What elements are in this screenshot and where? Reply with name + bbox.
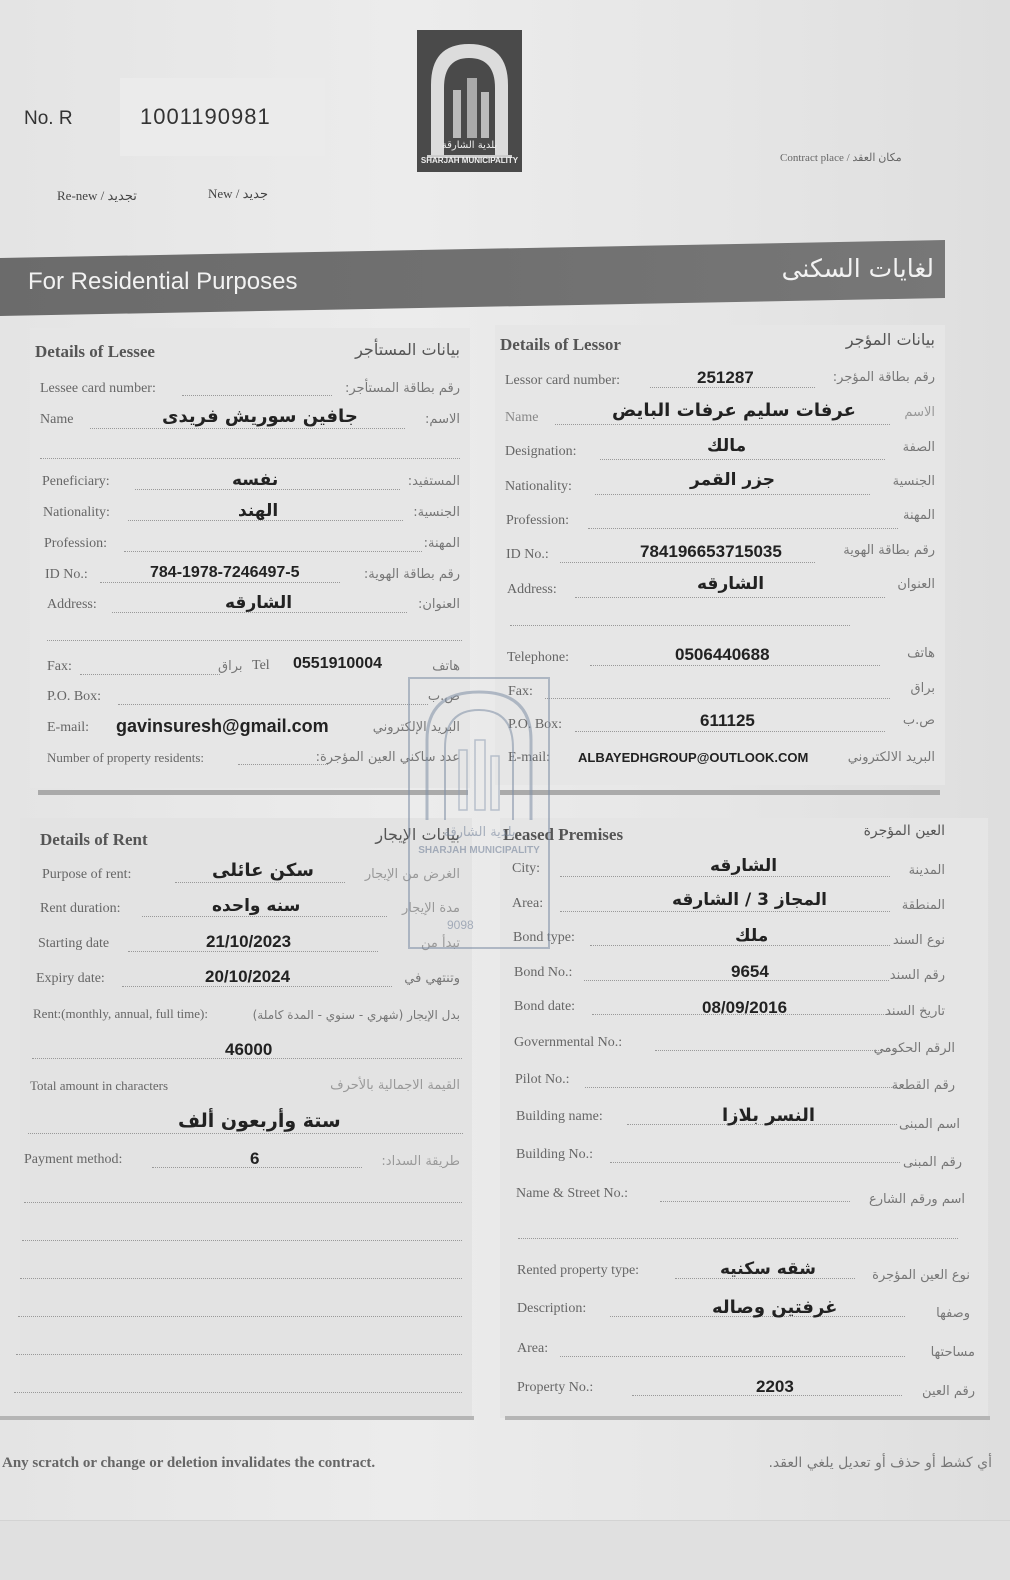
lessor-designation-line: [600, 459, 885, 460]
premises-bonddate-label-ar: تاريخ السند: [885, 1004, 945, 1019]
premises-propno-value: 2203: [756, 1377, 794, 1396]
premises-propno-label-ar: رقم العين: [922, 1384, 975, 1399]
rent-total-value: ستة وأربعون ألف: [178, 1110, 341, 1132]
lessor-id-value: 784196653715035: [640, 542, 782, 561]
premises-proptype-value: شقه سكنيه: [720, 1259, 816, 1279]
payment-blank-line-5: [16, 1354, 462, 1355]
lessor-fax-label-ar: براق: [910, 681, 935, 696]
premises-buildingno-label: Building No.:: [516, 1147, 594, 1162]
lessee-tel-label-ar: هاتف: [432, 659, 460, 674]
lessor-card-label-ar: رقم بطاقة المؤجر:: [832, 370, 935, 385]
premises-govno-label-ar: الرقم الحكومي: [873, 1041, 955, 1056]
lessee-name-line: [90, 428, 405, 429]
lessee-fax-label: Fax:: [47, 659, 72, 674]
contract-place-label: Contract place / مكان العقد: [780, 152, 902, 164]
lessee-tel-value: 0551910004: [293, 655, 382, 672]
rent-purpose-label: Purpose of rent:: [42, 867, 132, 882]
logo-arabic-text: بلدية الشارقة: [441, 140, 498, 151]
premises-bondtype-label-ar: نوع السند: [892, 933, 945, 948]
premises-bonddate-label: Bond date:: [514, 999, 576, 1014]
premises-desc-value: غرفتين وصاله: [712, 1297, 838, 1318]
lessee-address-line-2: [47, 640, 462, 641]
rent-start-label: Starting date: [38, 936, 110, 951]
premises-building-label: Building name:: [516, 1109, 603, 1124]
lessee-name-line-2: [40, 458, 460, 459]
stamp-arabic-text: بلدية الشارقة: [443, 825, 516, 840]
rent-purpose-line: [175, 882, 345, 883]
premises-section-title-ar: العين المؤجرة: [863, 823, 945, 839]
premises-building-label-ar: اسم المبنى: [898, 1117, 960, 1132]
lessor-pobox-label: P.O. Box:: [508, 717, 563, 732]
lessor-nationality-line: [595, 494, 870, 495]
section-divider-right: [500, 790, 940, 795]
rent-expiry-label: Expiry date:: [36, 971, 105, 986]
payment-blank-line-4: [18, 1316, 462, 1317]
new-option: New / جديد: [208, 186, 268, 201]
lessor-address-label-ar: العنوان: [897, 577, 935, 592]
premises-area-line: [560, 911, 890, 912]
sharjah-municipality-logo: [417, 30, 522, 172]
footer-warning-english: Any scratch or change or deletion invalidates the contract.: [2, 1455, 376, 1471]
lessor-designation-label: Designation:: [505, 444, 577, 459]
lessor-telephone-label: Telephone:: [507, 650, 569, 665]
premises-desc-label-ar: وصفها: [936, 1306, 970, 1321]
rent-purpose-value: سكن عائلى: [212, 860, 315, 881]
lessor-telephone-label-ar: هاتف: [907, 646, 935, 661]
premises-bondtype-value: ملك: [735, 926, 769, 946]
rent-expiry-label-ar: وتنتهي في: [404, 971, 460, 986]
lessee-id-value: 784-1978-7246497-5: [150, 564, 300, 581]
lessor-email-value: ALBAYEDHGROUP@OUTLOOK.COM: [578, 750, 809, 765]
premises-desc-label: Description:: [517, 1301, 587, 1316]
lessor-fax-label: Fax:: [508, 684, 533, 699]
rent-purpose-label-ar: الغرض من الإيجار: [364, 867, 460, 882]
rent-amount-label-ar: بدل الإيجار (شهري - سنوي - المدة كاملة): [252, 1008, 460, 1022]
lessee-id-line: [100, 582, 340, 583]
lessee-tel-label: Tel: [252, 658, 270, 673]
contract-number-value: 1001190981: [140, 104, 271, 129]
lessor-name-label-ar: الاسم: [904, 405, 935, 420]
rent-duration-value: سنه واحده: [212, 896, 301, 916]
lessor-nationality-label-ar: الجنسية: [892, 474, 935, 489]
logo-english-text: SHARJAH MUNICIPALITY: [420, 156, 519, 165]
bottom-divider-left: [0, 1416, 474, 1420]
rent-amount-value: 46000: [225, 1040, 273, 1059]
payment-blank-line-6: [14, 1392, 462, 1393]
lessee-residents-label-ar: عدد ساكني العين المؤجرة:: [315, 750, 460, 765]
lessee-id-label-ar: رقم بطاقة الهوية:: [363, 567, 460, 582]
lessee-profession-label-ar: المهنة:: [423, 536, 460, 551]
rent-amount-label: Rent:(monthly, annual, full time):: [33, 1006, 208, 1021]
premises-building-value: النسر بلازا: [722, 1105, 816, 1126]
premises-city-line: [560, 876, 890, 877]
premises-city-value: الشارقه: [710, 856, 778, 876]
municipality-stamp: [397, 670, 559, 955]
premises-section-title: Leased Premises: [503, 825, 624, 844]
lessor-card-value: 251287: [697, 368, 754, 387]
lessor-nationality-value: جزر القمر: [690, 470, 775, 490]
premises-parea-label: Area:: [517, 1341, 549, 1356]
lessee-id-label: ID No.:: [45, 567, 88, 582]
lessee-email-value: gavinsuresh@gmail.com: [116, 716, 329, 736]
lessor-id-label: ID No.:: [506, 547, 549, 562]
bottom-divider-right: [505, 1416, 990, 1420]
banner-title-english: For Residential Purposes: [28, 268, 298, 295]
premises-street-line: [660, 1201, 850, 1202]
premises-city-label: City:: [512, 861, 541, 876]
lessor-profession-label: Profession:: [506, 513, 569, 528]
lessor-email-label-ar: البريد الالكتروني: [847, 750, 935, 765]
premises-area-value: المجاز 3 / الشارقه: [672, 890, 827, 910]
lessee-pobox-line: [118, 704, 428, 705]
lessor-section-title-ar: بيانات المؤجر: [845, 330, 935, 349]
payment-method-label: Payment method:: [24, 1152, 123, 1167]
lessee-fax-line: [80, 674, 220, 675]
premises-bondno-label: Bond No.:: [514, 965, 573, 980]
lessor-designation-label-ar: الصفة: [902, 440, 935, 455]
premises-proptype-label: Rented property type:: [517, 1263, 640, 1278]
lessor-section-title: Details of Lessor: [500, 335, 621, 354]
premises-area-label: Area:: [512, 896, 544, 911]
payment-blank-line-3: [20, 1278, 462, 1279]
lessor-name-value: عرفات سليم عرفات البايض: [612, 400, 856, 421]
lessor-telephone-value: 0506440688: [675, 645, 770, 664]
stamp-english-text: SHARJAH MUNICIPALITY: [418, 845, 540, 856]
banner-title-arabic: لغايات السكنى: [781, 254, 934, 283]
lessee-address-label-ar: العنوان:: [417, 597, 460, 612]
premises-city-label-ar: المدينة: [908, 863, 945, 878]
payment-method-label-ar: طريقة السداد:: [381, 1154, 460, 1169]
lessee-beneficiary-label: Peneficiary:: [42, 474, 110, 489]
rent-section-title-ar: بيانات الإيجار: [375, 825, 460, 844]
lessee-residents-line: [238, 764, 328, 765]
stamp-code: 9098: [447, 918, 474, 932]
lessee-residents-label: Number of property residents:: [47, 750, 205, 765]
rent-start-label-ar: تبدأ من: [421, 936, 460, 951]
lessor-id-label-ar: رقم بطاقة الهوية: [843, 543, 935, 558]
lessee-card-label-ar: رقم بطاقة المستأجر:: [345, 381, 460, 396]
premises-street-label: Name & Street No.:: [516, 1186, 628, 1201]
lessee-nationality-value: الهند: [238, 501, 279, 521]
premises-street-line-2: [518, 1238, 958, 1239]
lessee-address-value: الشارقه: [225, 593, 293, 613]
lessee-card-line: [182, 395, 332, 396]
rent-duration-line: [142, 916, 387, 917]
payment-blank-line-1: [24, 1202, 462, 1203]
lessor-pobox-line: [575, 731, 885, 732]
lessee-name-label: Name: [40, 412, 74, 427]
payment-blank-line-2: [22, 1240, 462, 1241]
premises-bonddate-value: 08/09/2016: [702, 998, 788, 1017]
lessee-pobox-label-ar: ص.ب: [427, 689, 460, 704]
lessee-nationality-label: Nationality:: [43, 505, 110, 520]
rent-total-line: [28, 1133, 463, 1134]
premises-bondno-value: 9654: [731, 962, 769, 981]
lessor-address-line-2: [510, 625, 850, 626]
rent-section-title: Details of Rent: [40, 830, 148, 849]
premises-govno-line: [655, 1050, 895, 1051]
lessor-designation-value: مالك: [707, 436, 747, 456]
rent-duration-label-ar: مدة الإيجار: [401, 901, 460, 916]
premises-govno-label: Governmental No.:: [514, 1035, 623, 1050]
premises-plotno-line: [585, 1087, 900, 1088]
lessee-beneficiary-label-ar: المستفيد:: [407, 474, 460, 489]
lessor-address-line: [575, 597, 885, 598]
premises-parea-line: [560, 1356, 905, 1357]
lessee-name-label-ar: الاسم:: [425, 412, 460, 427]
lessee-card-label: Lessee card number:: [40, 381, 156, 396]
lessee-beneficiary-value: نفسه: [232, 470, 279, 490]
lessee-fax-label-ar: براق: [218, 659, 243, 674]
premises-buildingno-label-ar: رقم المبنى: [902, 1155, 962, 1170]
lessor-address-value: الشارقه: [697, 574, 765, 594]
rent-total-label: Total amount in characters: [30, 1078, 169, 1093]
rent-start-value: 21/10/2023: [206, 932, 292, 951]
lessor-email-label: E-mail:: [508, 750, 550, 765]
lessee-profession-label: Profession:: [44, 536, 107, 551]
bottom-margin-band: [0, 1520, 1010, 1580]
lessee-address-label: Address:: [47, 597, 97, 612]
lessor-telephone-line: [590, 665, 880, 666]
lessee-section-title: Details of Lessee: [35, 342, 155, 361]
premises-propno-label: Property No.:: [517, 1380, 594, 1395]
lessor-pobox-value: 611125: [700, 711, 755, 730]
premises-proptype-label-ar: نوع العين المؤجرة: [872, 1268, 970, 1283]
rent-duration-label: Rent duration:: [40, 901, 121, 916]
premises-area-label-ar: المنطقة: [901, 898, 945, 913]
lessor-fax-line: [545, 698, 890, 699]
lessor-address-label: Address:: [507, 582, 557, 597]
lessor-card-label: Lessor card number:: [505, 373, 621, 388]
lessee-profession-line: [124, 551, 422, 552]
premises-plotno-label-ar: رقم القطعة: [891, 1078, 955, 1093]
lessee-email-label-ar: البريد الإلكتروني: [372, 720, 460, 735]
premises-street-label-ar: اسم ورقم الشارع: [868, 1192, 965, 1207]
lessee-email-label: E-mail:: [47, 720, 89, 735]
footer-warning-arabic: أي كشط أو حذف أو تعديل يلغي العقد.: [768, 1455, 992, 1471]
renew-option: Re-new / تجديد: [57, 188, 137, 203]
lessee-section-title-ar: بيانات المستأجر: [355, 340, 460, 359]
lessor-pobox-label-ar: ص.ب: [902, 713, 935, 728]
payment-method-value: 6: [250, 1149, 260, 1168]
premises-plotno-label: Pilot No.:: [515, 1072, 570, 1087]
rent-total-label-ar: القيمة الاجمالية بالأحرف: [330, 1078, 460, 1093]
contract-number-label: No. R: [24, 108, 73, 129]
lessor-nationality-label: Nationality:: [505, 479, 572, 494]
premises-bondtype-label: Bond type:: [513, 930, 575, 945]
lessor-id-line: [560, 562, 815, 563]
premises-parea-label-ar: مساحتها: [930, 1345, 975, 1360]
lessee-nationality-label-ar: الجنسية:: [413, 505, 460, 520]
lessor-profession-line: [588, 528, 898, 529]
lessor-name-line: [555, 424, 890, 425]
lessor-profession-label-ar: المهنة: [903, 508, 935, 523]
premises-buildingno-line: [610, 1162, 900, 1163]
premises-bondno-label-ar: رقم السند: [889, 968, 945, 983]
rent-expiry-value: 20/10/2024: [205, 967, 291, 986]
lessee-name-value: جافين سوريش فريدى: [162, 406, 358, 427]
lessee-pobox-label: P.O. Box:: [47, 689, 102, 704]
lessor-name-label: Name: [505, 410, 539, 425]
